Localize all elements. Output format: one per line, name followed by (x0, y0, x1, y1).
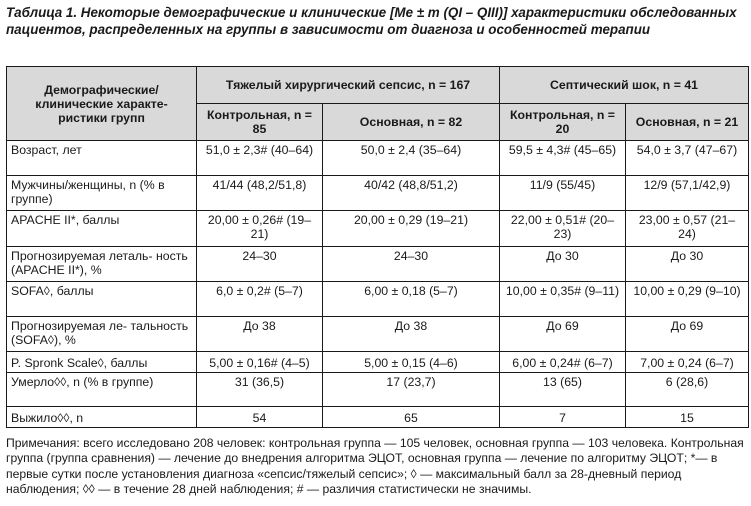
subheader-control-sepsis: Контрольная, n = 85 (197, 104, 323, 141)
row-header-cell: Демографические/ клинические характе- ристики групп (7, 67, 197, 141)
subheader-main-sepsis: Основная, n = 82 (323, 104, 500, 141)
table-cell: 41/44 (48,2/51,8) (197, 176, 323, 211)
table-notes: Примечания: всего исследовано 208 человек: контрольная группа — 105 человек, основная группа — 103 человека. Контрольная группа (группа сравнения) — лечение до внедрения алгоритма ЭЦОТ, основная группа — лечение по алгоритму ЭЦОТ; *— в первые сутки после установления диагноза «сепсис/тяжелый сепсис»; ◊ — максимальный балл за 28-дневный период наблюдения; ◊◊ — в течение 28 дней наблюдения; # — различия статистически не значимы. (6, 436, 744, 497)
table-cell: 7,00 ± 0,24 (6–7) (626, 352, 749, 373)
table-cell: 31 (36,5) (197, 373, 323, 407)
table-cell: 10,00 ± 0,29 (9–10) (626, 282, 749, 317)
table-cell: 59,5 ± 4,3# (45–65) (500, 141, 626, 176)
table-cell: 20,00 ± 0,26# (19–21) (197, 211, 323, 247)
table-cell: До 38 (197, 317, 323, 352)
table-row (7, 317, 749, 352)
row-label: Возраст, лет (7, 141, 197, 176)
table-row (7, 141, 749, 176)
group-header-septic-shock: Септический шок, n = 41 (500, 67, 749, 104)
table-cell: 5,00 ± 0,16# (4–5) (197, 352, 323, 373)
table-cell: До 30 (626, 247, 749, 282)
table-cell: 24–30 (197, 247, 323, 282)
table-cell: 54,0 ± 3,7 (47–67) (626, 141, 749, 176)
table-cell: 15 (626, 407, 749, 428)
table-row (7, 247, 749, 282)
table-cell: 20,00 ± 0,29 (19–21) (323, 211, 500, 247)
table-cell: 7 (500, 407, 626, 428)
table-cell: 6,00 ± 0,24# (6–7) (500, 352, 626, 373)
table-cell: 24–30 (323, 247, 500, 282)
demographic-table (6, 66, 749, 428)
table-cell: 10,00 ± 0,35# (9–11) (500, 282, 626, 317)
table-cell: До 69 (500, 317, 626, 352)
table-cell: 13 (65) (500, 373, 626, 407)
table-row (7, 352, 749, 373)
table-row (7, 211, 749, 247)
row-label: Выжило◊◊, n (7, 407, 197, 428)
table-cell: 6 (28,6) (626, 373, 749, 407)
table-cell: 51,0 ± 2,3# (40–64) (197, 141, 323, 176)
subheader-control-shock: Контрольная, n = 20 (500, 104, 626, 141)
row-label: P. Spronk Scale◊, баллы (7, 352, 197, 373)
table-cell: 5,00 ± 0,15 (4–6) (323, 352, 500, 373)
group-header-severe-sepsis: Тяжелый хирургический сепсис, n = 167 (197, 67, 500, 104)
row-label: Умерло◊◊, n (% в группе) (7, 373, 197, 407)
table-cell: 40/42 (48,8/51,2) (323, 176, 500, 211)
table-cell: До 38 (323, 317, 500, 352)
table-cell: 17 (23,7) (323, 373, 500, 407)
row-label: SOFA◊, баллы (7, 282, 197, 317)
table-cell: 23,00 ± 0,57 (21–24) (626, 211, 749, 247)
row-label: APACHE II*, баллы (7, 211, 197, 247)
table-row (7, 282, 749, 317)
table-cell: 11/9 (55/45) (500, 176, 626, 211)
table-caption: Таблица 1. Некоторые демографические и клинические [Me ± m (QI – QIII)] характеристики обследованных пациентов, распределенных на группы в зависимости от диагноза и особенностей терапии (6, 5, 737, 37)
table-cell: До 30 (500, 247, 626, 282)
table-cell: 65 (323, 407, 500, 428)
table-cell: 54 (197, 407, 323, 428)
table-row (7, 407, 749, 428)
row-label: Прогнозируемая ле- тальность (SOFA◊), % (7, 317, 197, 352)
table-cell: 12/9 (57,1/42,9) (626, 176, 749, 211)
table-cell: 6,00 ± 0,18 (5–7) (323, 282, 500, 317)
row-label: Мужчины/женщины, n (% в группе) (7, 176, 197, 211)
table-cell: До 69 (626, 317, 749, 352)
table-cell: 22,00 ± 0,51# (20–23) (500, 211, 626, 247)
table-cell: 50,0 ± 2,4 (35–64) (323, 141, 500, 176)
subheader-main-shock: Основная, n = 21 (626, 104, 749, 141)
row-label: Прогнозируемая леталь- ность (APACHE II*), % (7, 247, 197, 282)
table-cell: 6,0 ± 0,2# (5–7) (197, 282, 323, 317)
table-row (7, 373, 749, 407)
table-row (7, 176, 749, 211)
